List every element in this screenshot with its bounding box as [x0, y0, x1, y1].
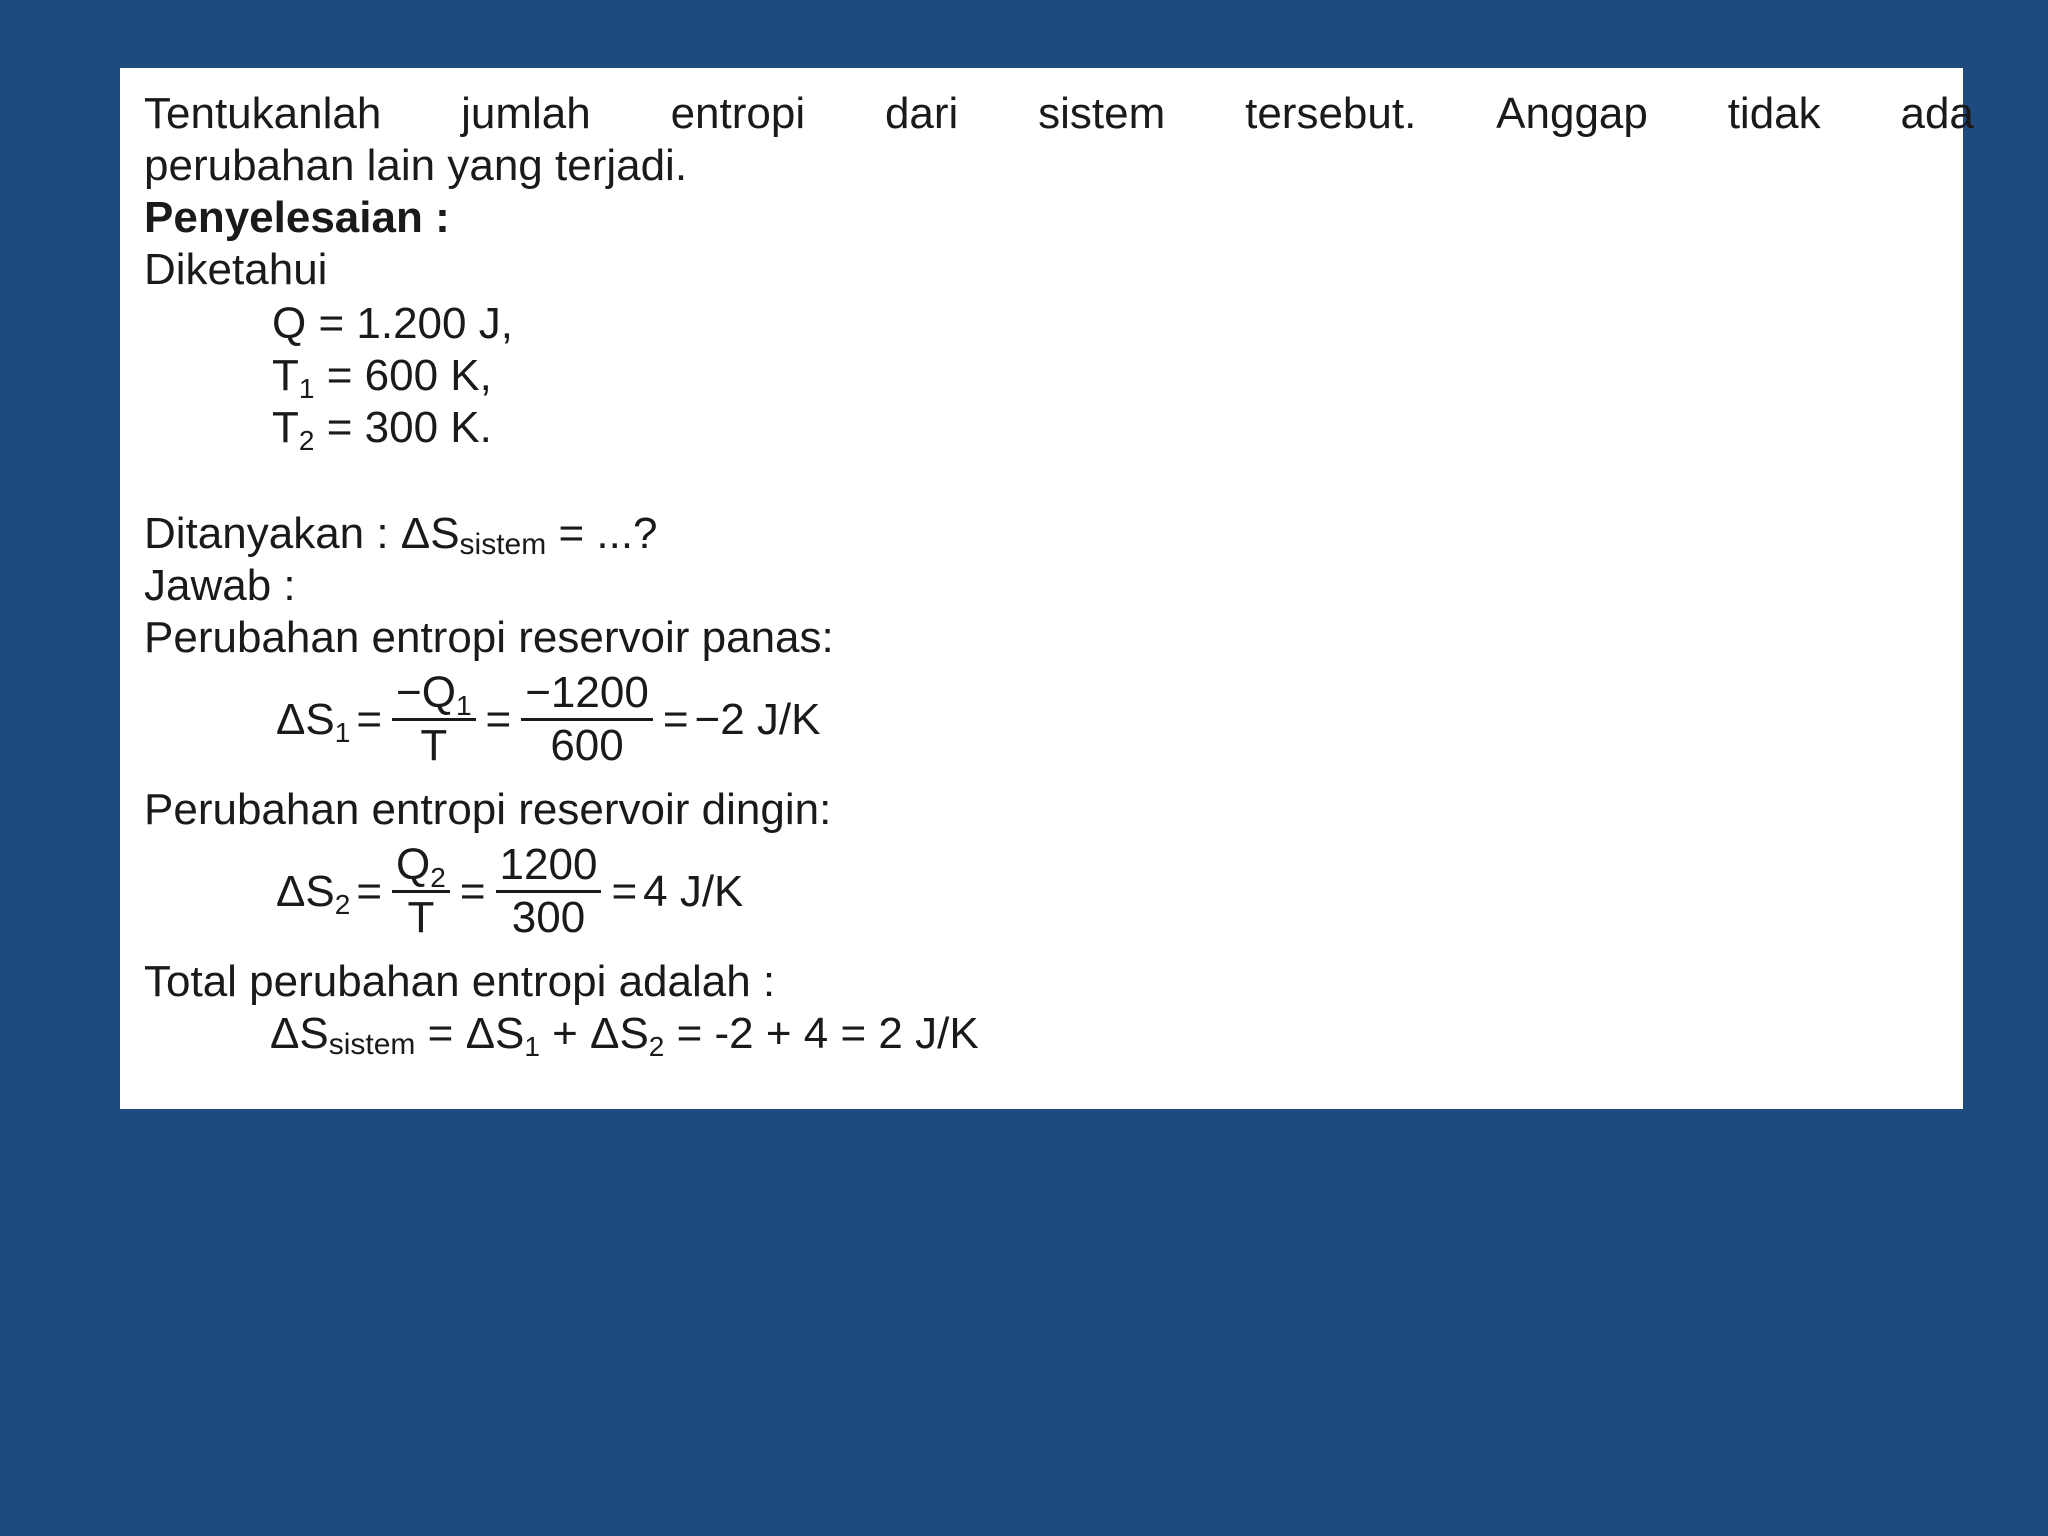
equals-sign: =: [611, 866, 638, 916]
fraction-symbolic: [392, 668, 476, 771]
total-term-1: = ΔS: [415, 1009, 525, 1058]
given-symbol: Q: [272, 299, 307, 348]
word: tidak: [1727, 89, 1821, 138]
given-t2: [272, 402, 492, 454]
given-q: [272, 298, 513, 350]
fraction-numeric: [496, 840, 602, 943]
word: sistem: [1038, 89, 1166, 138]
lhs-symbol: ΔS: [276, 694, 335, 744]
problem-line-1: [144, 88, 1974, 140]
total-equation: [270, 1008, 979, 1060]
asked-line: [144, 508, 658, 560]
cold-entropy-equation: [276, 840, 743, 943]
solution-heading: Penyelesaian :: [144, 193, 450, 242]
word: jumlah: [461, 89, 591, 138]
given-symbol: T: [272, 351, 299, 400]
denominator: 600: [550, 721, 624, 770]
denominator: T: [407, 893, 435, 942]
asked-subscript: sistem: [459, 528, 547, 561]
given-value: = 600 K,: [326, 351, 492, 400]
given-subscript: 1: [298, 373, 315, 404]
equals-sign: =: [485, 694, 512, 744]
word: tersebut.: [1245, 89, 1417, 138]
denominator: T: [420, 721, 448, 770]
given-symbol: T: [272, 403, 299, 452]
hot-entropy-equation: [276, 668, 820, 771]
numerator: −1200: [525, 668, 649, 717]
total-term-2: + ΔS: [539, 1009, 649, 1058]
answer-label: Jawab :: [144, 561, 296, 610]
total-result: = -2 + 4 = 2 J/K: [664, 1009, 979, 1058]
numerator-text: −Q: [396, 668, 456, 717]
total-term-1-subscript: 1: [524, 1031, 540, 1062]
lhs-subscript: 1: [334, 716, 351, 748]
total-lhs-subscript: sistem: [328, 1028, 416, 1061]
cold-reservoir-label: Perubahan entropi reservoir dingin:: [144, 785, 832, 834]
equals-sign: =: [356, 866, 383, 916]
denominator: 300: [511, 893, 586, 942]
lhs: [276, 866, 351, 920]
word: dari: [884, 89, 959, 138]
numerator: 1200: [499, 840, 598, 889]
fraction-symbolic: [392, 840, 450, 943]
given-label: Diketahui: [144, 245, 328, 294]
document-panel: [120, 68, 1974, 1109]
given-t1: [272, 350, 492, 402]
result: −2 J/K: [694, 694, 821, 744]
equals-sign: =: [662, 694, 689, 744]
hot-reservoir-label: Perubahan entropi reservoir panas:: [144, 613, 834, 662]
total-label: Total perubahan entropi adalah :: [144, 957, 776, 1006]
word: Anggap: [1496, 89, 1648, 138]
numerator: [392, 840, 450, 893]
lhs-subscript: 2: [334, 888, 351, 920]
given-value: = 1.200 J,: [318, 299, 513, 348]
total-term-2-subscript: 2: [648, 1031, 665, 1062]
numerator-subscript: 2: [430, 862, 446, 893]
numerator-subscript: 1: [455, 690, 472, 721]
word: ada: [1900, 89, 1974, 138]
lhs-symbol: ΔS: [276, 866, 335, 916]
word: Tentukanlah: [144, 89, 382, 138]
equals-sign: =: [356, 694, 383, 744]
asked-tail: = ...?: [546, 509, 658, 558]
fraction-numeric: [521, 668, 653, 771]
numerator-text: Q: [396, 840, 431, 889]
word: entropi: [670, 89, 806, 138]
result: 4 J/K: [643, 866, 744, 916]
given-subscript: 2: [298, 425, 315, 456]
asked-label: Ditanyakan : ΔS: [144, 509, 460, 558]
given-value: = 300 K.: [326, 403, 492, 452]
problem-line-2: perubahan lain yang terjadi.: [144, 141, 688, 190]
lhs: [276, 694, 351, 748]
total-lhs: ΔS: [270, 1009, 329, 1058]
equals-sign: =: [459, 866, 486, 916]
numerator: [392, 668, 476, 721]
